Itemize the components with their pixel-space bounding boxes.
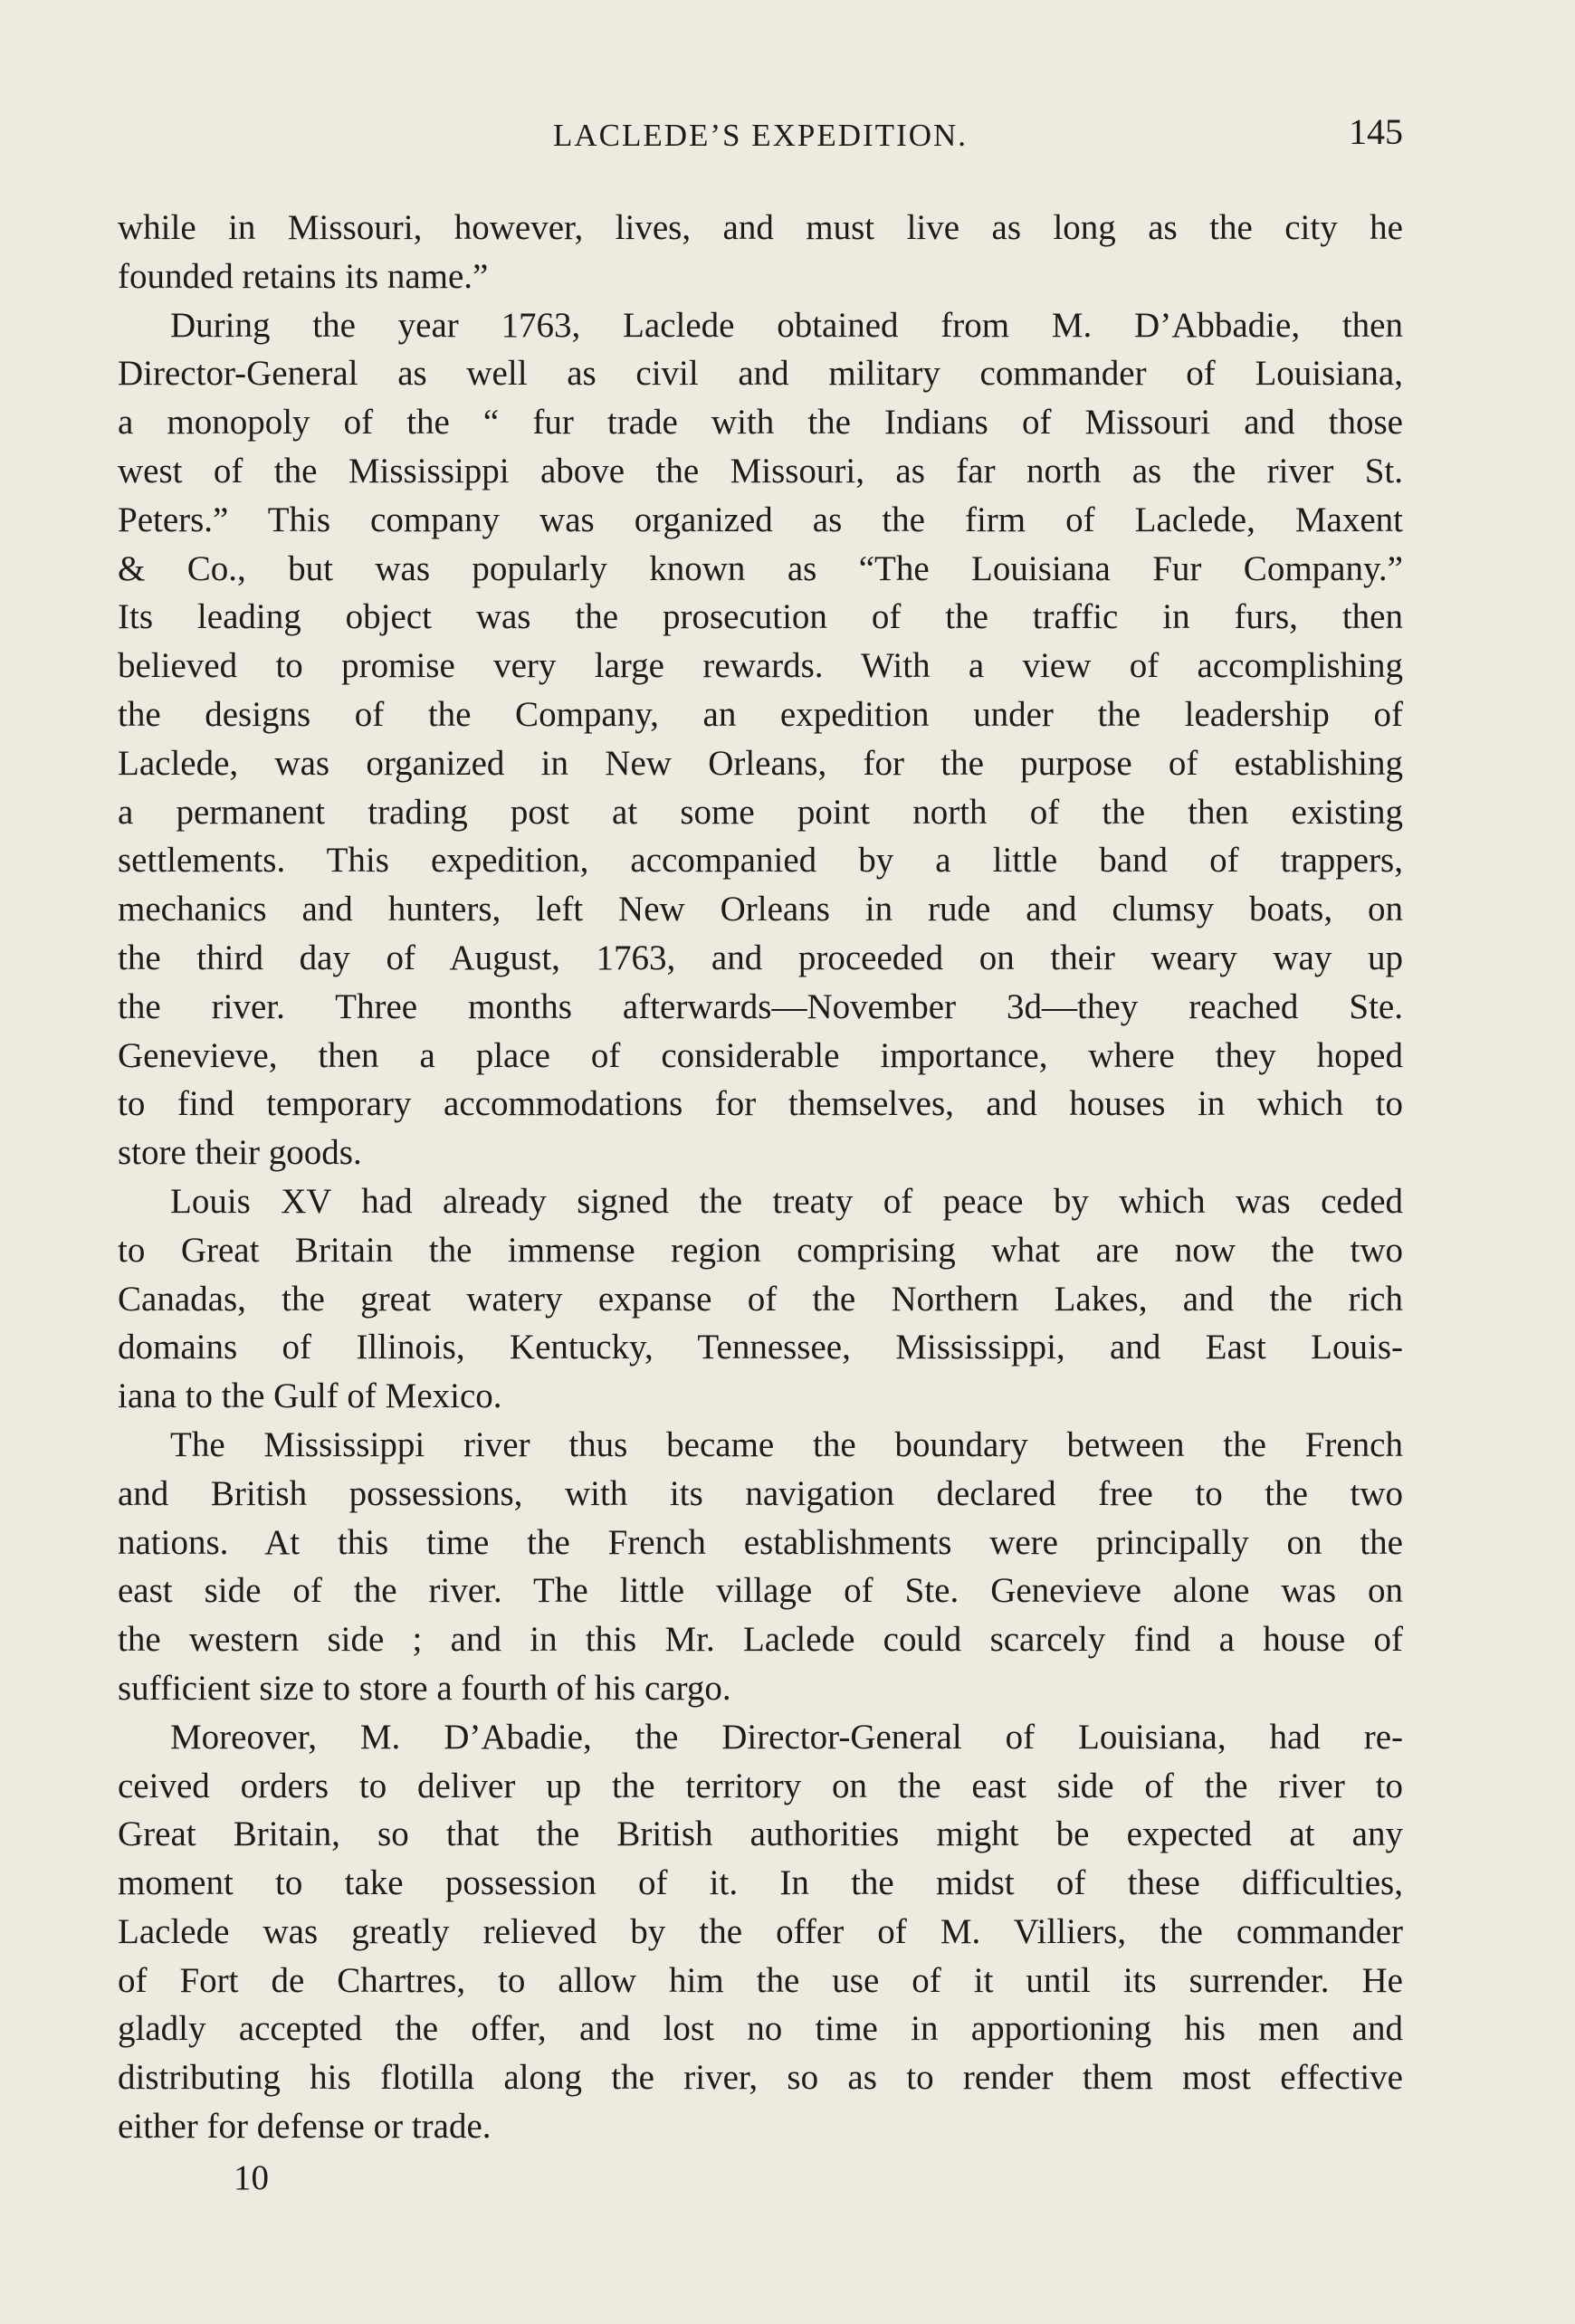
text-line: either for defense or trade. bbox=[118, 2107, 492, 2147]
text-line: the western side ; and in this Mr. Laclede could scarcely find a house of bbox=[118, 1620, 1403, 1660]
text-line: east side of the river. The little village of Ste. Genevieve alone was on bbox=[118, 1571, 1403, 1611]
text-line: store their goods. bbox=[118, 1133, 362, 1173]
text-line: Laclede, was organized in New Orleans, for the purpose of establishing bbox=[118, 743, 1403, 783]
text-line: nations. At this time the French establishments were principally on the bbox=[118, 1522, 1403, 1562]
text-line: west of the Mississippi above the Missouri, as far north as the river St. bbox=[118, 451, 1403, 491]
text-line: Director-General as well as civil and military commander of Louisiana, bbox=[118, 354, 1403, 394]
text-line: believed to promise very large rewards. With a view of accomplishing bbox=[118, 646, 1403, 686]
text-line: the river. Three months afterwards—November 3d—they reached Ste. bbox=[118, 986, 1403, 1026]
text-line: ceived orders to deliver up the territory on the east side of the river to bbox=[118, 1766, 1403, 1805]
text-line: Peters.” This company was organized as the firm of Laclede, Maxent bbox=[118, 500, 1403, 539]
text-line: the designs of the Company, an expedition under the leadership of bbox=[118, 694, 1403, 734]
text-line: settlements. This expedition, accompanied by a little band of trappers, bbox=[118, 841, 1403, 881]
text-line: founded retains its name.” bbox=[118, 256, 489, 296]
text-line: while in Missouri, however, lives, and must live as long as the city he bbox=[118, 208, 1403, 247]
text-line: to find temporary accommodations for themselves, and houses in which to bbox=[118, 1084, 1403, 1124]
page-number: 145 bbox=[1349, 111, 1403, 152]
running-head bbox=[118, 110, 1403, 165]
text-line: Louis XV had already signed the treaty of peace by which was ceded bbox=[170, 1181, 1403, 1221]
body-text bbox=[118, 204, 1403, 2151]
text-line: mechanics and hunters, left New Orleans in rude and clumsy boats, on bbox=[118, 890, 1403, 929]
text-line: Moreover, M. D’Abadie, the Director-General of Louisiana, had re- bbox=[170, 1717, 1403, 1757]
text-line: moment to take possession of it. In the midst of these difficulties, bbox=[118, 1863, 1403, 1903]
text-line: Its leading object was the prosecution of the traffic in furs, then bbox=[118, 597, 1403, 637]
text-line: Canadas, the great watery expanse of the Northern Lakes, and the rich bbox=[118, 1279, 1403, 1319]
text-line: During the year 1763, Laclede obtained from M. D’Abbadie, then bbox=[170, 305, 1403, 345]
text-line: domains of Illinois, Kentucky, Tennessee, Mississippi, and East Louis- bbox=[118, 1328, 1403, 1367]
text-line: to Great Britain the immense region comprising what are now the two bbox=[118, 1230, 1403, 1270]
text-line: distributing his flotilla along the river, so as to render them most effective bbox=[118, 2058, 1403, 2098]
text-line: and British possessions, with its navigation declared free to the two bbox=[118, 1473, 1403, 1513]
text-line: the third day of August, 1763, and proceeded on their weary way up bbox=[118, 938, 1403, 977]
text-line: Laclede was greatly relieved by the offer of M. Villiers, the commander bbox=[118, 1911, 1403, 1951]
text-line: Genevieve, then a place of considerable importance, where they hoped bbox=[118, 1035, 1403, 1075]
signature-mark: 10 bbox=[234, 2158, 269, 2197]
running-title: LACLEDE’S EXPEDITION. bbox=[552, 118, 969, 153]
text-line: a monopoly of the “ fur trade with the Indians of Missouri and those bbox=[118, 403, 1403, 443]
text-line: iana to the Gulf of Mexico. bbox=[118, 1376, 502, 1416]
text-line: The Mississippi river thus became the boundary between the French bbox=[170, 1424, 1403, 1464]
text-line: sufficient size to store a fourth of his cargo. bbox=[118, 1668, 731, 1708]
text-line: Great Britain, so that the British authorities might be expected at any bbox=[118, 1814, 1403, 1854]
text-line: a permanent trading post at some point north of the then existing bbox=[118, 792, 1403, 832]
text-line: gladly accepted the offer, and lost no time in apportioning his men and bbox=[118, 2009, 1403, 2049]
text-line: of Fort de Chartres, to allow him the use of it until its surrender. He bbox=[118, 1960, 1403, 2000]
text-line: & Co., but was popularly known as “The Louisiana Fur Company.” bbox=[118, 548, 1403, 588]
